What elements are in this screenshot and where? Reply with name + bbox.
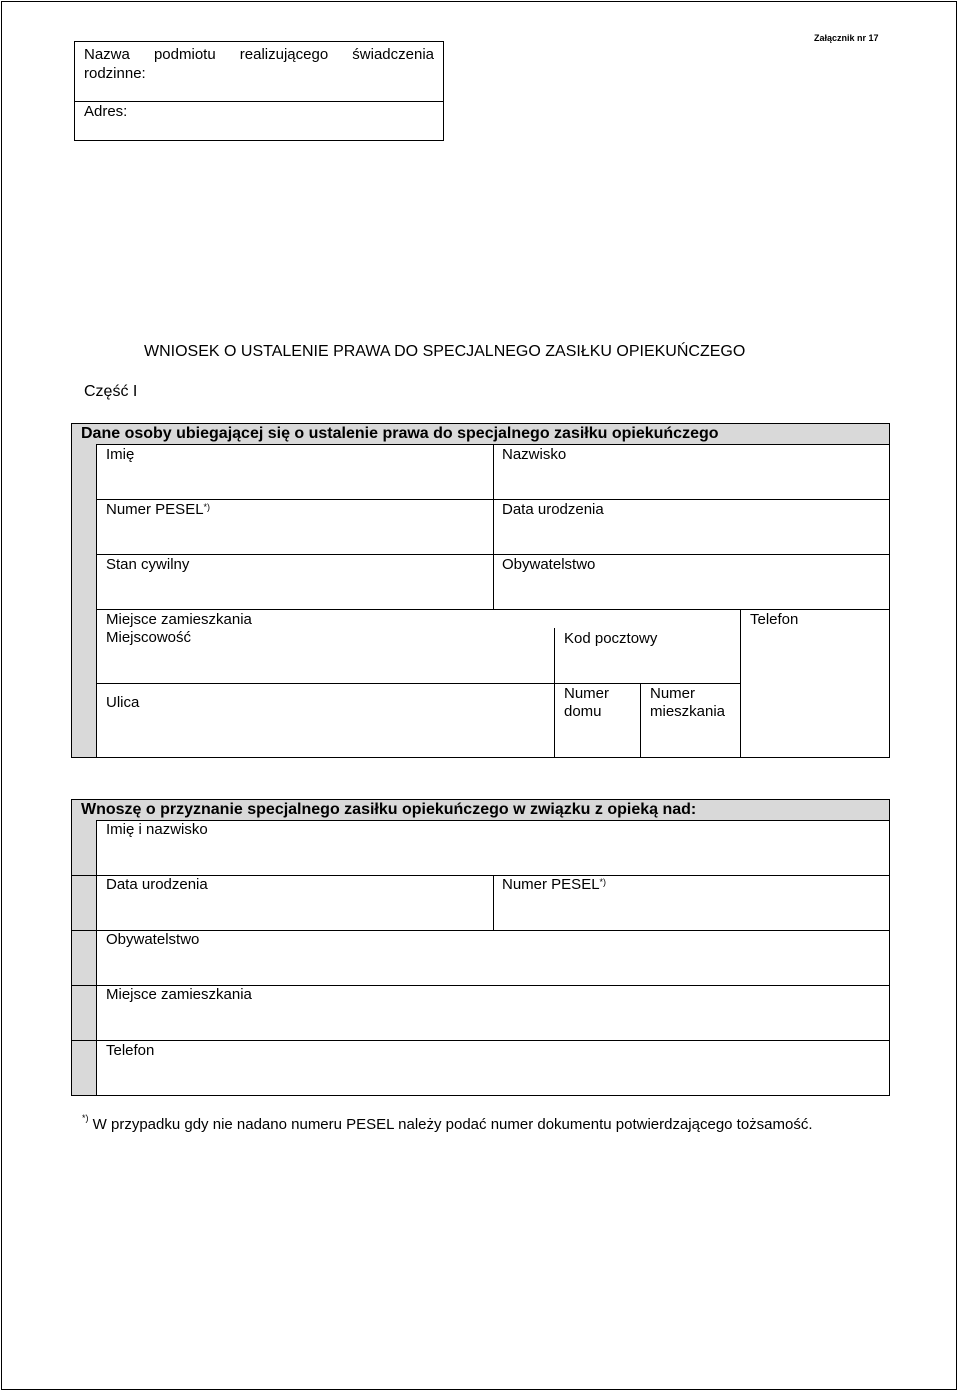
care-field-pesel[interactable]: Numer PESEL*) (502, 876, 607, 893)
care-field-citizenship[interactable]: Obywatelstwo (106, 931, 200, 948)
entity-divider (74, 101, 444, 102)
field-last-name[interactable]: Nazwisko (502, 446, 567, 463)
field-house-number[interactable]: Numer domu (564, 685, 610, 720)
field-birth-date[interactable]: Data urodzenia (502, 501, 604, 518)
care-field-full-name[interactable]: Imię i nazwisko (106, 821, 208, 838)
field-residence: Miejsce zamieszkania (106, 611, 252, 628)
field-pesel[interactable]: Numer PESEL*) (106, 501, 211, 518)
applicant-side-line (96, 444, 97, 757)
footnote-mark: *) (82, 1113, 89, 1123)
care-field-birth-date[interactable]: Data urodzenia (106, 876, 208, 893)
field-first-name[interactable]: Imię (106, 446, 135, 463)
care-field-residence[interactable]: Miejsce zamieszkania (106, 986, 252, 1003)
footnote (82, 1113, 813, 1133)
applicant-frame (71, 423, 890, 758)
field-phone[interactable]: Telefon (750, 611, 799, 628)
attachment-label: Załącznik nr 17 (814, 33, 879, 43)
entity-address-label[interactable]: Adres: (84, 103, 128, 120)
applicant-heading: Dane osoby ubiegającej się o ustalenie prawa do specjalnego zasiłku opiekuńczego (81, 425, 719, 442)
row-line (96, 609, 890, 610)
part-label: Część I (84, 383, 138, 400)
entity-name-label-cont[interactable]: rodzinne: (84, 65, 146, 82)
col-line (493, 875, 494, 930)
row-line (71, 1040, 890, 1041)
field-town[interactable]: Miejscowość (106, 629, 192, 646)
pesel-footnote-mark: *) (203, 502, 211, 512)
field-marital-status[interactable]: Stan cywilny (106, 556, 190, 573)
form-title: WNIOSEK O USTALENIE PRAWA DO SPECJALNEGO ZASIŁKU OPIEKUŃCZEGO (144, 343, 746, 360)
pesel-footnote-mark: *) (599, 877, 607, 887)
field-postal-code[interactable]: Kod pocztowy (564, 630, 658, 647)
footnote-text: W przypadku gdy nie nadano numeru PESEL należy podać numer dokumentu potwierdzającego tożsamość. (92, 1116, 813, 1133)
entity-name-label[interactable]: Nazwa podmiotu realizującego świadczenia (84, 46, 434, 63)
care-header-line (96, 820, 890, 821)
col-line (554, 628, 555, 757)
field-flat-number[interactable]: Numer mieszkania (650, 685, 726, 720)
col-line (493, 444, 494, 609)
field-street[interactable]: Ulica (106, 694, 140, 711)
row-line (96, 683, 741, 684)
care-side-line (96, 820, 97, 1095)
field-citizenship[interactable]: Obywatelstwo (502, 556, 596, 573)
col-line (640, 683, 641, 757)
col-line (740, 609, 741, 757)
care-heading: Wnoszę o przyznanie specjalnego zasiłku opiekuńczego w związku z opieką nad: (81, 801, 697, 818)
care-field-phone[interactable]: Telefon (106, 1042, 155, 1059)
